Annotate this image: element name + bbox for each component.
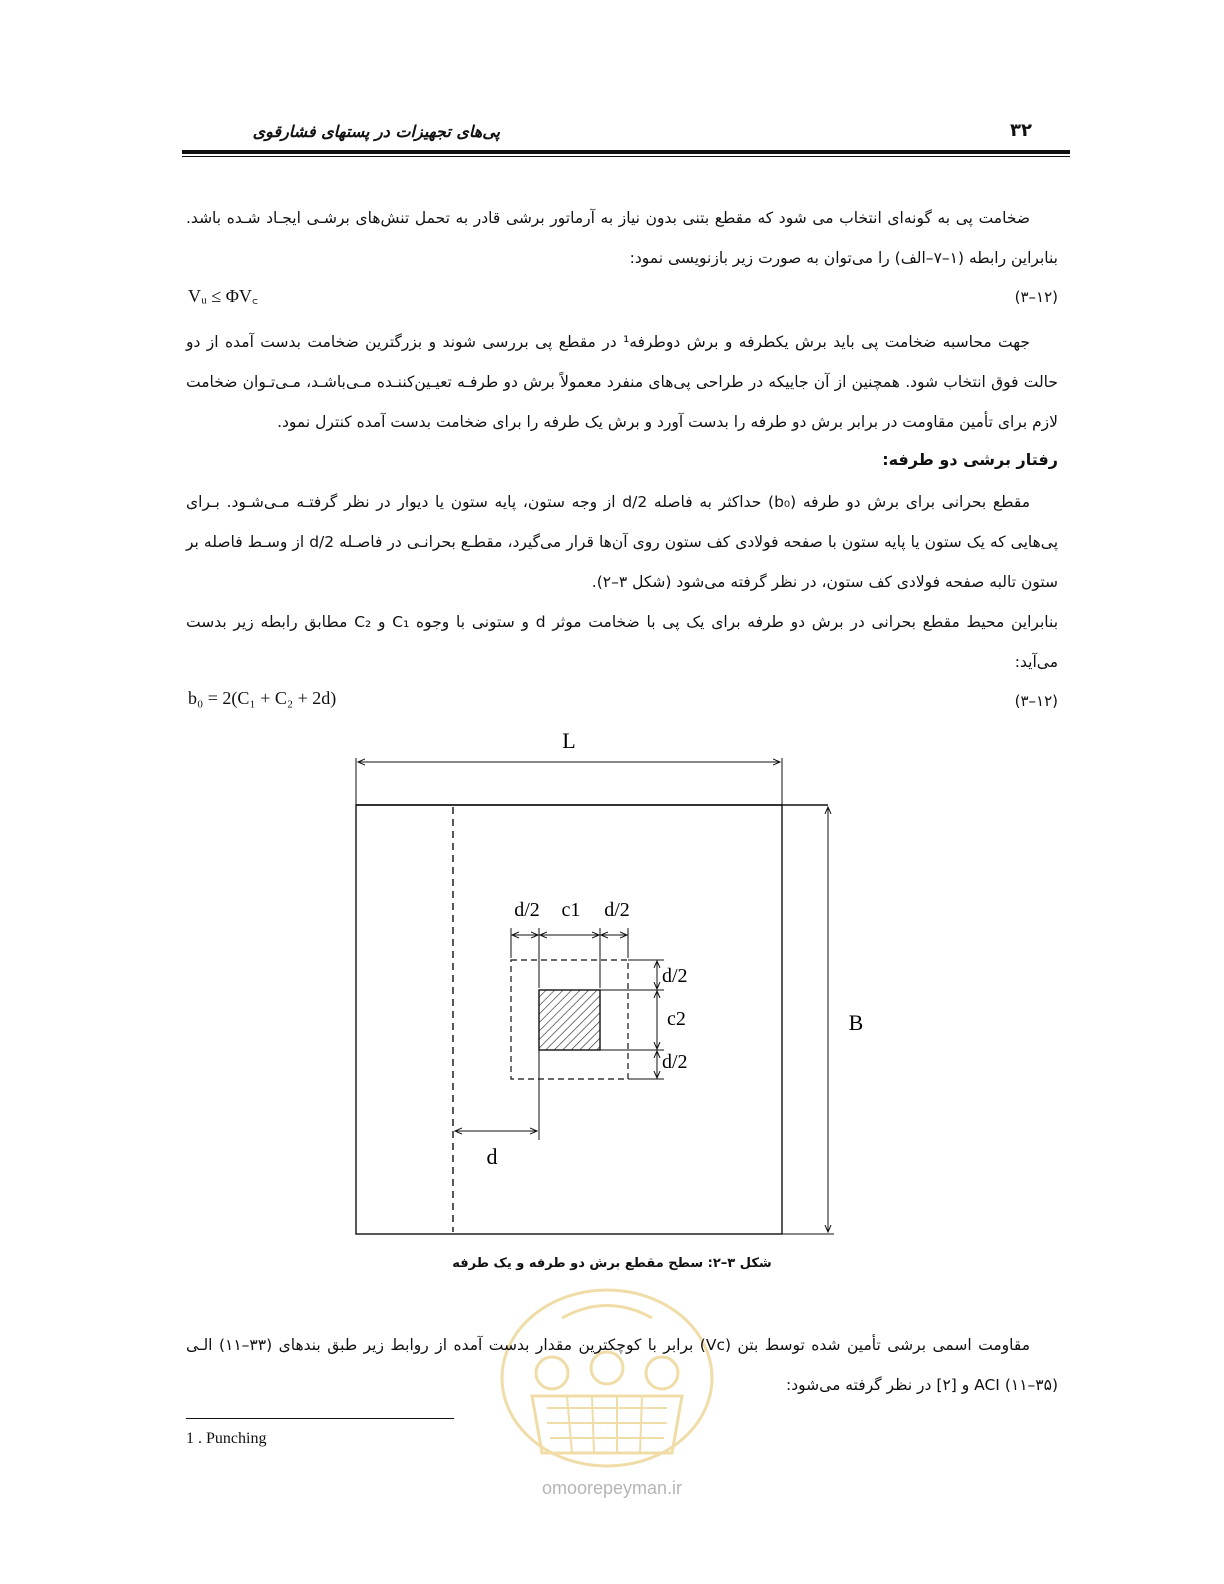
paragraph-perimeter: بنابراین محیط مقطع بحرانی در برش دو طرفه برای یک پی با ضخامت موثر d و ستونی با وجوه C₁ و C₂ مطابق رابطه زیر بدست می‌آید: xyxy=(186,613,1059,671)
watermark-url: omoorepeyman.ir xyxy=(541,1478,683,1498)
dim-right-c2-label: c2 xyxy=(667,1008,686,1030)
dim-top-c1-label: c1 xyxy=(561,899,581,921)
column-hatched xyxy=(539,990,600,1050)
paragraph-thickness-intro: ضخامت پی به گونه‌ای انتخاب می شود که مقطع بتنی بدون نیاز به آرماتور برشی قادر به تحمل تنش‌های برشـی ایجـاد شـده باشد. بنابراین رابطه (۱–۷–الف) را می‌توان به صورت زیر بازنویسی نمود: xyxy=(186,209,1058,267)
dim-right-d2-top-label: d/2 xyxy=(662,965,688,987)
equation-shear-capacity: Vᵤ ≤ ΦV꜀ xyxy=(188,286,259,306)
running-header-title: پی‌های تجهیزات در پستهای فشارقوی xyxy=(252,122,500,141)
equation-number-1: (۱۲–۳) xyxy=(1014,288,1058,306)
equation-number-2: (۱۲–۳) xyxy=(1014,692,1058,710)
paragraph-one-two-way-shear: جهت محاسبه ضخامت پی باید برش یکطرفه و برش دوطرفه¹ در مقطع پی بررسی شوند و بزرگترین ضخامت بدست آمده از دو حالت فوق انتخاب شود. همچنین از آن جاییکه در طراحی پی‌های منفرد معمولاً برش دو طرفـه تعیـین‌کننـده مـی‌باشـد، مـی‌تـوان ضخامت لازم برای تأمین مقاومت در برابر برش دو طرفه را بدست آورد و برش یک طرفه را برای ضخامت بدست آمده کنترل نمود. xyxy=(186,333,1058,431)
dim-top-d2-left-label: d/2 xyxy=(514,899,540,921)
dim-top-d2-right-label: d/2 xyxy=(604,899,630,921)
paragraph-critical-section: مقطع بحرانی برای برش دو طرفه (b₀) حداکثر به فاصله d/2 از وجه ستون، پایه ستون یا دیوار در نظر گرفتـه مـی‌شـود. بـرای پی‌هایی که یک ستون یا پایه ستون با صفحه فولادی کف ستون روی آن‌ها قرار می‌گیرد، مقطـع بحرانـی در فاصـله d/2 از وسـط فاصله بر ستون تالبه صفحه فولادی کف ستون، در نظر گرفته می‌شود (شکل ۳–۲). xyxy=(186,493,1059,591)
section-heading-two-way-shear: رفتار برشی دو طرفه: xyxy=(882,450,1058,469)
paragraph-nominal-shear: مقاومت اسمی برشی تأمین شده توسط بتن (Vc) برابر با کوچکترین مقدار بدست آمده از روابط زیر طبق بندهای (۳۳–۱۱) الـی (۳۵–۱۱) ACI و [۲] در نظر گرفته می‌شود: xyxy=(186,1336,1058,1394)
dim-right-d2-bottom-label: d/2 xyxy=(662,1051,688,1073)
footnote-punching: 1 . Punching xyxy=(186,1430,267,1447)
page-number: ۳۲ xyxy=(1010,120,1032,141)
equation-perimeter: b₀ = 2(C₁ + C₂ + 2d) xyxy=(188,688,337,708)
dim-l-label: L xyxy=(562,728,576,753)
figure-caption: شکل ۳–۲: سطح مقطع برش دو طرفه و یک طرفه xyxy=(452,1256,772,1271)
dim-b-label: B xyxy=(848,1010,864,1035)
dim-d-label: d xyxy=(486,1144,498,1169)
footnote-rule xyxy=(186,1418,454,1419)
